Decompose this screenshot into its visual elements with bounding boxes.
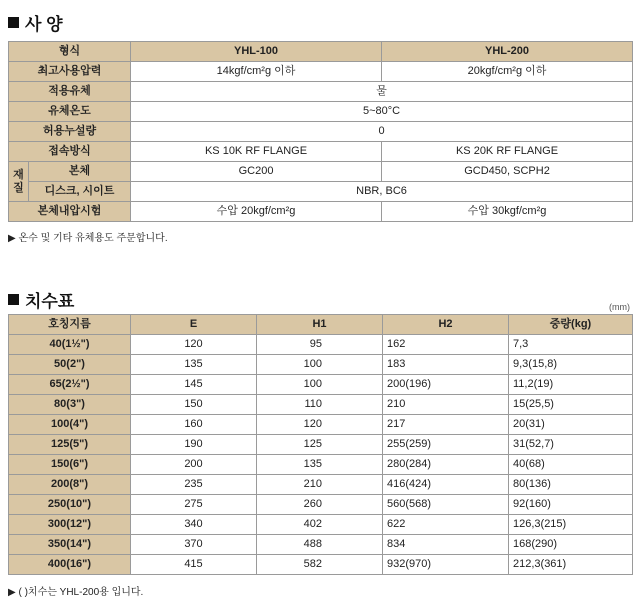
dim-value-cell: 280(284) — [383, 455, 509, 475]
dim-value-cell: 110 — [257, 395, 383, 415]
dim-header-row — [9, 315, 633, 335]
row-label: 적용유체 — [9, 82, 131, 102]
table-row — [9, 495, 633, 515]
cell-value: KS 20K RF FLANGE — [382, 142, 633, 162]
square-bullet-icon — [8, 294, 19, 305]
table-row — [9, 435, 633, 455]
dim-value-cell: 210 — [257, 475, 383, 495]
nominal-size-cell: 300(12") — [9, 515, 131, 535]
spec-header-col1: YHL-100 — [131, 42, 382, 62]
cell-value: 5~80°C — [131, 102, 633, 122]
nominal-size-cell: 100(4") — [9, 415, 131, 435]
dimension-table — [8, 314, 633, 575]
dim-value-cell: 95 — [257, 335, 383, 355]
row-label: 최고사용압력 — [9, 62, 131, 82]
cell-value: 20kgf/cm²g 이하 — [382, 62, 633, 82]
nominal-size-cell: 125(5") — [9, 435, 131, 455]
spec-title-text: 사 양 — [25, 15, 63, 34]
row-label: 디스크, 시이트 — [29, 182, 131, 202]
dim-value-cell: 560(568) — [383, 495, 509, 515]
dim-header-cell: E — [131, 315, 257, 335]
dim-value-cell: 200(196) — [383, 375, 509, 395]
dim-value-cell: 260 — [257, 495, 383, 515]
dim-value-cell: 40(68) — [509, 455, 633, 475]
cell-value: 수압 30kgf/cm²g — [382, 202, 633, 222]
dim-value-cell: 80(136) — [509, 475, 633, 495]
spec-row-leak — [9, 122, 633, 142]
dim-section-title — [8, 287, 74, 312]
row-label: 허용누설량 — [9, 122, 131, 142]
nominal-size-cell: 150(6") — [9, 455, 131, 475]
dim-value-cell: 582 — [257, 555, 383, 575]
table-row — [9, 415, 633, 435]
dim-header-cell: 호칭지름 — [9, 315, 131, 335]
dim-value-cell: 235 — [131, 475, 257, 495]
spec-row-disc — [9, 182, 633, 202]
cell-value: NBR, BC6 — [131, 182, 633, 202]
spec-note: ▶ 온수 및 기타 유체용도 주문합니다. — [8, 233, 168, 244]
nominal-size-cell: 200(8") — [9, 475, 131, 495]
dim-value-cell: 834 — [383, 535, 509, 555]
dim-header-cell: H1 — [257, 315, 383, 335]
dim-value-cell: 126,3(215) — [509, 515, 633, 535]
table-row — [9, 475, 633, 495]
spec-row-temp — [9, 102, 633, 122]
dim-value-cell: 9,3(15,8) — [509, 355, 633, 375]
spec-header-row — [9, 42, 633, 62]
dim-value-cell: 100 — [257, 355, 383, 375]
table-row — [9, 515, 633, 535]
dim-header-cell: H2 — [383, 315, 509, 335]
dim-value-cell: 932(970) — [383, 555, 509, 575]
dim-header-cell: 중량(kg) — [509, 315, 633, 335]
dim-value-cell: 11,2(19) — [509, 375, 633, 395]
table-row — [9, 355, 633, 375]
spec-section-title — [8, 10, 63, 35]
dim-value-cell: 160 — [131, 415, 257, 435]
row-label: 본체내압시험 — [9, 202, 131, 222]
dim-value-cell: 92(160) — [509, 495, 633, 515]
nominal-size-cell: 40(1½") — [9, 335, 131, 355]
dim-value-cell: 120 — [131, 335, 257, 355]
dim-value-cell: 340 — [131, 515, 257, 535]
dim-value-cell: 135 — [257, 455, 383, 475]
spec-row-conn — [9, 142, 633, 162]
dim-note: ▶ ( )치수는 YHL-200용 입니다. — [8, 587, 144, 598]
cell-value: 물 — [131, 82, 633, 102]
dim-value-cell: 212,3(361) — [509, 555, 633, 575]
unit-label: (mm) — [609, 302, 630, 312]
dim-value-cell: 415 — [131, 555, 257, 575]
spec-row-body — [9, 162, 633, 182]
table-row — [9, 455, 633, 475]
row-label: 접속방식 — [9, 142, 131, 162]
dim-value-cell: 370 — [131, 535, 257, 555]
cell-value: 수압 20kgf/cm²g — [131, 202, 382, 222]
nominal-size-cell: 250(10") — [9, 495, 131, 515]
nominal-size-cell: 400(16") — [9, 555, 131, 575]
dim-value-cell: 20(31) — [509, 415, 633, 435]
dim-value-cell: 145 — [131, 375, 257, 395]
table-row — [9, 555, 633, 575]
nominal-size-cell: 50(2") — [9, 355, 131, 375]
material-group-label: 재 질 — [9, 162, 29, 202]
spec-row-test — [9, 202, 633, 222]
cell-value: 14kgf/cm²g 이하 — [131, 62, 382, 82]
dim-value-cell: 183 — [383, 355, 509, 375]
dim-value-cell: 31(52,7) — [509, 435, 633, 455]
dim-value-cell: 275 — [131, 495, 257, 515]
spec-header-label: 형식 — [9, 42, 131, 62]
dim-value-cell: 150 — [131, 395, 257, 415]
dim-value-cell: 15(25,5) — [509, 395, 633, 415]
table-row — [9, 535, 633, 555]
table-row — [9, 375, 633, 395]
table-row — [9, 335, 633, 355]
spec-row-fluid — [9, 82, 633, 102]
dim-value-cell: 125 — [257, 435, 383, 455]
dim-value-cell: 7,3 — [509, 335, 633, 355]
dim-value-cell: 402 — [257, 515, 383, 535]
nominal-size-cell: 350(14") — [9, 535, 131, 555]
dim-value-cell: 190 — [131, 435, 257, 455]
dim-value-cell: 168(290) — [509, 535, 633, 555]
cell-value: GCD450, SCPH2 — [382, 162, 633, 182]
dim-value-cell: 100 — [257, 375, 383, 395]
nominal-size-cell: 80(3") — [9, 395, 131, 415]
dim-value-cell: 210 — [383, 395, 509, 415]
nominal-size-cell: 65(2½") — [9, 375, 131, 395]
dim-value-cell: 622 — [383, 515, 509, 535]
table-row — [9, 395, 633, 415]
dim-value-cell: 135 — [131, 355, 257, 375]
square-bullet-icon — [8, 17, 19, 28]
spec-row-pressure — [9, 62, 633, 82]
dim-value-cell: 120 — [257, 415, 383, 435]
row-label: 유체온도 — [9, 102, 131, 122]
cell-value: KS 10K RF FLANGE — [131, 142, 382, 162]
dim-title-text: 치수표 — [25, 292, 75, 311]
dim-value-cell: 200 — [131, 455, 257, 475]
dim-value-cell: 217 — [383, 415, 509, 435]
dim-value-cell: 416(424) — [383, 475, 509, 495]
cell-value: 0 — [131, 122, 633, 142]
dim-value-cell: 488 — [257, 535, 383, 555]
spec-header-col2: YHL-200 — [382, 42, 633, 62]
row-label: 본체 — [29, 162, 131, 182]
dim-value-cell: 255(259) — [383, 435, 509, 455]
dim-value-cell: 162 — [383, 335, 509, 355]
cell-value: GC200 — [131, 162, 382, 182]
spec-table — [8, 41, 633, 222]
